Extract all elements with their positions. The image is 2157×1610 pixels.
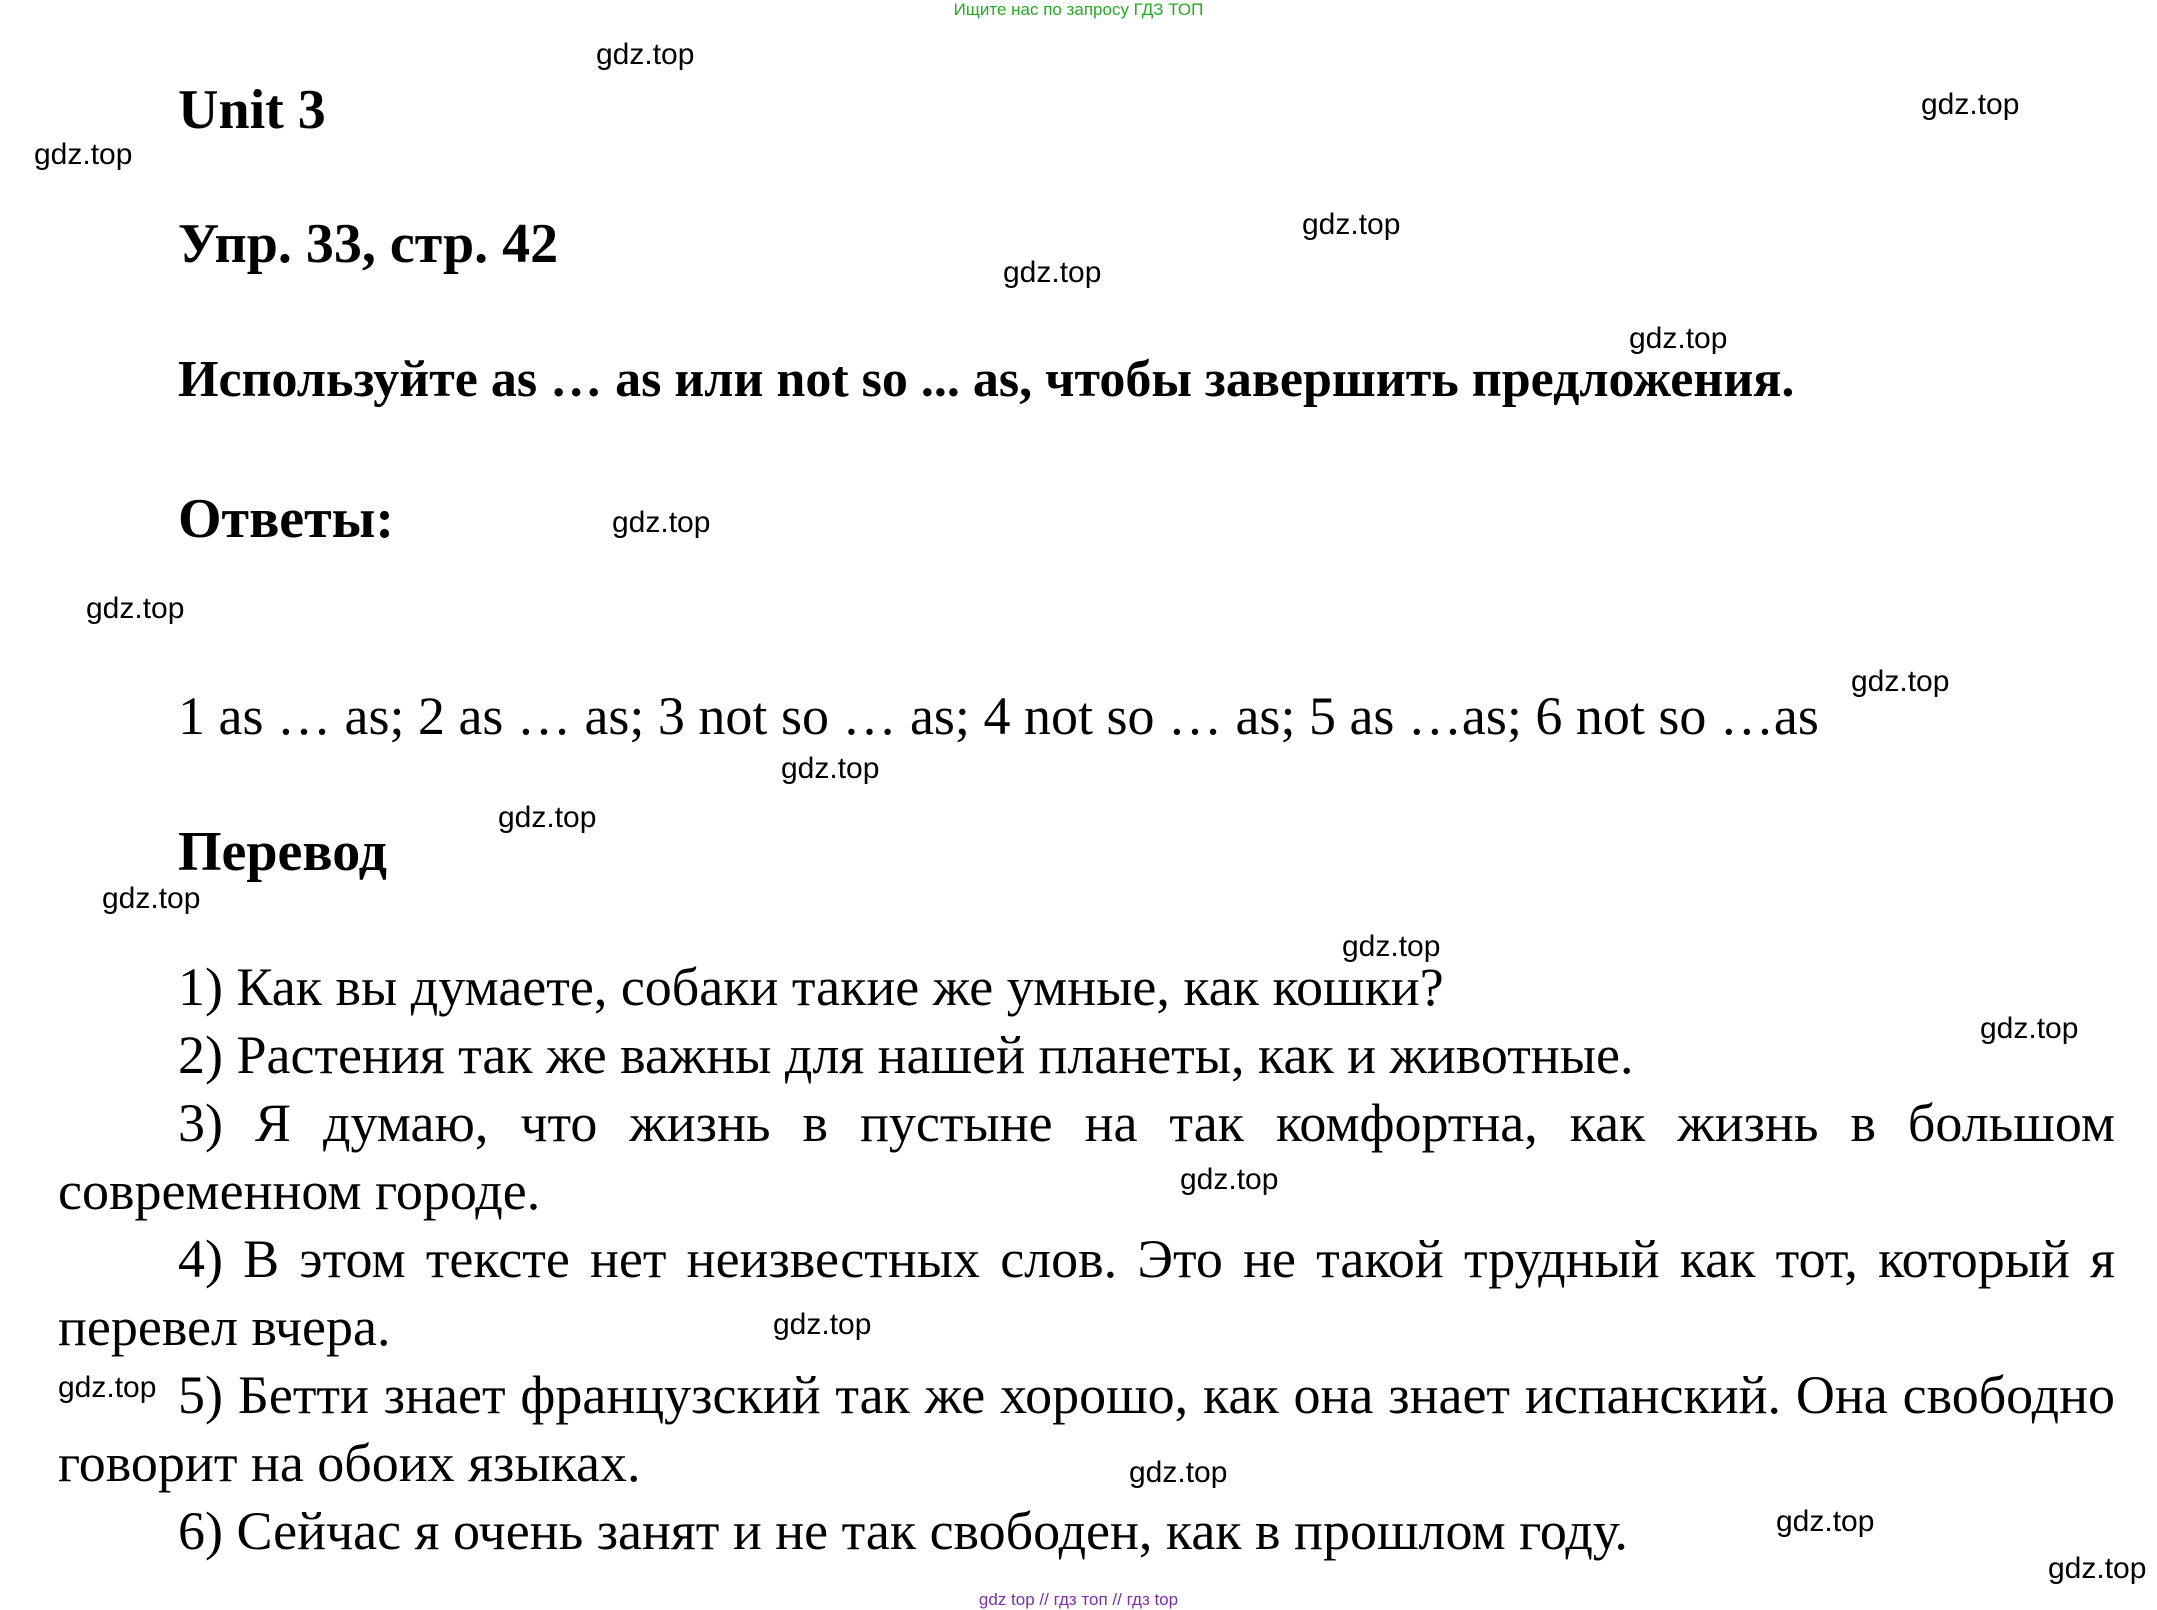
watermark: gdz.top — [1302, 208, 1401, 241]
instruction: Используйте as … as или not so ... as, чтобы завершить предложения. — [178, 351, 1795, 408]
answers-text: 1 as … as; 2 as … as; 3 not so … as; 4 not so … as; 5 as …as; 6 not so …as — [178, 686, 1819, 746]
watermark: gdz.top — [498, 801, 597, 834]
translation-heading: Перевод — [178, 821, 387, 883]
answers-heading: Ответы: — [178, 488, 395, 550]
watermark: gdz.top — [1921, 88, 2020, 121]
watermark: gdz.top — [612, 506, 711, 539]
watermark: gdz.top — [596, 38, 695, 71]
exercise-title: Упр. 33, стр. 42 — [178, 213, 559, 275]
watermark: gdz.top — [1003, 256, 1102, 289]
translation-line-5: 5) Бетти знает французский так же хорошо, как она знает испанский. Она свободно говорит на обоих языках. — [58, 1365, 2115, 1493]
watermark: gdz.top — [1980, 1012, 2079, 1045]
watermark: gdz.top — [781, 752, 880, 785]
translation-line-6: 6) Сейчас я очень занят и не так свободен, как в прошлом году. — [178, 1501, 1628, 1561]
watermark: gdz.top — [34, 138, 133, 171]
translation-line-1: 1) Как вы думаете, собаки такие же умные, как кошки? — [178, 957, 1444, 1017]
watermark: gdz.top — [773, 1308, 872, 1341]
translation-line-3: 3) Я думаю, что жизнь в пустыне на так комфортна, как жизнь в большом современном городе. — [58, 1093, 2115, 1221]
watermark: gdz.top — [2048, 1552, 2147, 1585]
translation-body — [58, 953, 2115, 1565]
watermark: gdz.top — [1851, 665, 1950, 698]
watermark: gdz.top — [102, 882, 201, 915]
bottom-banner: gdz top // гдз топ // гдз top — [978, 1590, 1179, 1609]
watermark: gdz.top — [1629, 322, 1728, 355]
watermark: gdz.top — [58, 1371, 157, 1404]
unit-title: Unit 3 — [178, 79, 326, 141]
translation-line-2: 2) Растения так же важны для нашей планеты, как и животные. — [178, 1025, 1634, 1085]
watermark: gdz.top — [1129, 1456, 1228, 1489]
watermark: gdz.top — [1342, 930, 1441, 963]
watermark: gdz.top — [1776, 1505, 1875, 1538]
translation-line-4: 4) В этом тексте нет неизвестных слов. Это не такой трудный как тот, который я перевел вчера. — [58, 1229, 2115, 1357]
watermark: gdz.top — [86, 592, 185, 625]
top-banner: Ищите нас по запросу ГДЗ ТОП — [953, 0, 1204, 19]
watermark: gdz.top — [1180, 1163, 1279, 1196]
